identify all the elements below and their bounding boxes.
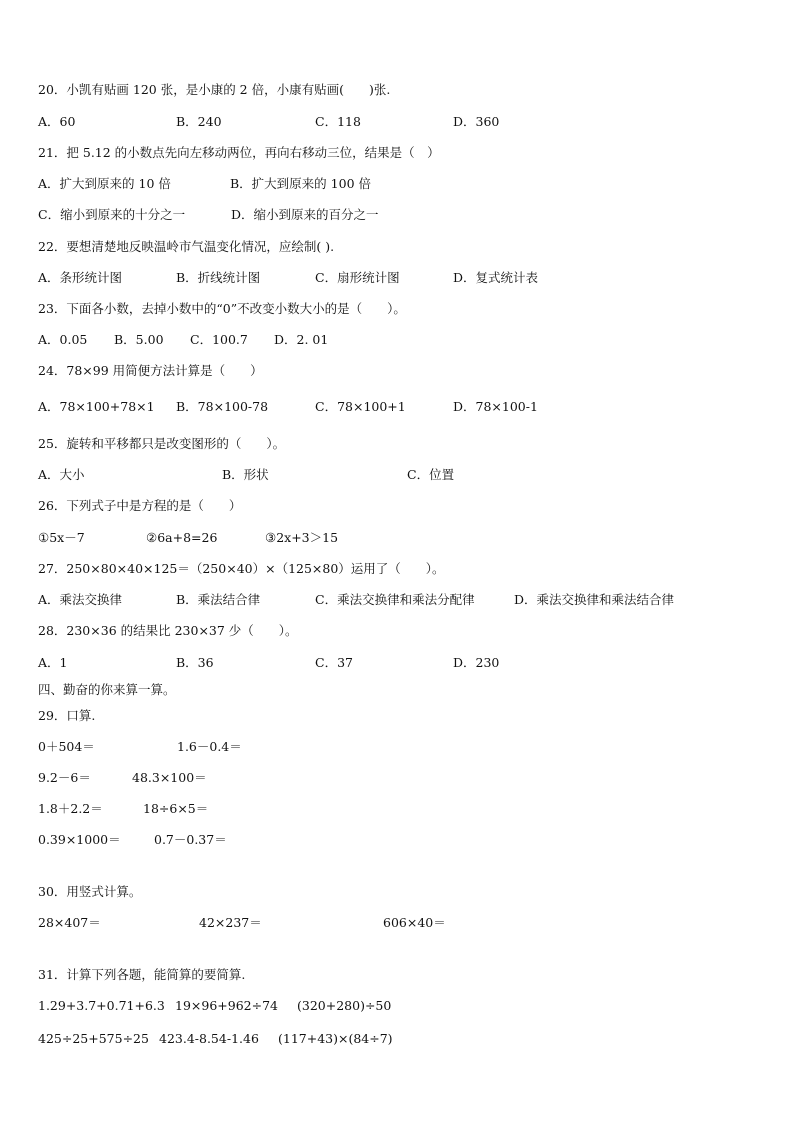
question-26-stem: 26．下列式子中是方程的是（ ） (38, 498, 242, 513)
q29-item-4: 48.3×100＝ (132, 770, 207, 785)
question-20-stem: 20．小凯有贴画 120 张，是小康的 2 倍，小康有贴画( )张. (38, 82, 391, 97)
q30-item-3: 606×40＝ (383, 915, 446, 930)
q27-option-a: A．乘法交换律 (38, 592, 123, 607)
q27-option-b: B．乘法结合律 (176, 592, 261, 607)
q26-option-1: ①5x－7 (38, 530, 85, 545)
q29-item-7: 0.39×1000＝ (38, 832, 121, 847)
q31-item-6: (117+43)×(84÷7) (278, 1031, 393, 1046)
q28-option-c: C．37 (315, 655, 353, 670)
q20-option-a: A．60 (38, 114, 76, 129)
q22-option-c: C．扇形统计图 (315, 270, 400, 285)
q23-option-c: C．100.7 (190, 332, 248, 347)
q27-option-d: D．乘法交换律和乘法结合律 (514, 592, 675, 607)
q29-item-1: 0＋504＝ (38, 739, 95, 754)
q31-item-2: 19×96+962÷74 (175, 998, 278, 1013)
q22-option-d: D．复式统计表 (453, 270, 539, 285)
q30-item-2: 42×237＝ (199, 915, 262, 930)
question-27-stem: 27．250×80×40×125＝（250×40）×（125×80）运用了（ ）。 (38, 561, 445, 576)
q31-item-4: 425÷25+575÷25 (38, 1031, 149, 1046)
q25-option-a: A．大小 (38, 467, 85, 482)
section-4-heading: 四、勤奋的你来算一算。 (38, 682, 176, 697)
q26-option-3: ③2x+3＞15 (265, 530, 339, 545)
q21-option-a: A．扩大到原来的 10 倍 (38, 176, 171, 191)
question-22-stem: 22．要想清楚地反映温岭市气温变化情况，应绘制( ). (38, 239, 335, 254)
q31-item-5: 423.4-8.54-1.46 (159, 1031, 259, 1046)
q23-option-d: D．2. 01 (274, 332, 329, 347)
question-31-stem: 31．计算下列各题，能简算的要简算. (38, 967, 246, 982)
q24-option-a: A．78×100+78×1 (38, 399, 155, 414)
q31-item-1: 1.29+3.7+0.71+6.3 (38, 998, 165, 1013)
q24-option-d: D．78×100-1 (453, 399, 538, 414)
q23-option-a: A．0.05 (38, 332, 88, 347)
q31-item-3: (320+280)÷50 (297, 998, 392, 1013)
q20-option-b: B．240 (176, 114, 222, 129)
q24-option-b: B．78×100-78 (176, 399, 269, 414)
q23-option-b: B．5.00 (114, 332, 164, 347)
q20-option-d: D．360 (453, 114, 500, 129)
q28-option-b: B．36 (176, 655, 214, 670)
q27-option-c: C．乘法交换律和乘法分配律 (315, 592, 475, 607)
q29-item-6: 18÷6×5＝ (143, 801, 209, 816)
q26-option-2: ②6a+8=26 (146, 530, 218, 545)
q29-item-8: 0.7－0.37＝ (154, 832, 227, 847)
q24-option-c: C．78×100+1 (315, 399, 406, 414)
question-30-stem: 30．用竖式计算。 (38, 884, 142, 899)
question-24-stem: 24．78×99 用简便方法计算是（ ） (38, 363, 263, 378)
q22-option-b: B．折线统计图 (176, 270, 261, 285)
question-21-stem: 21．把 5.12 的小数点先向左移动两位，再向右移动三位，结果是（ ） (38, 145, 440, 160)
q29-item-2: 1.6－0.4＝ (177, 739, 242, 754)
q28-option-d: D．230 (453, 655, 500, 670)
q21-option-b: B．扩大到原来的 100 倍 (230, 176, 371, 191)
question-29-stem: 29．口算. (38, 708, 96, 723)
q25-option-b: B．形状 (222, 467, 269, 482)
q28-option-a: A．1 (38, 655, 68, 670)
q22-option-a: A．条形统计图 (38, 270, 123, 285)
q29-item-3: 9.2－6＝ (38, 770, 91, 785)
q21-option-c: C．缩小到原来的十分之一 (38, 207, 186, 222)
q30-item-1: 28×407＝ (38, 915, 101, 930)
q21-option-d: D．缩小到原来的百分之一 (231, 207, 379, 222)
q25-option-c: C．位置 (407, 467, 455, 482)
question-28-stem: 28．230×36 的结果比 230×37 少（ ）。 (38, 623, 298, 638)
q20-option-c: C．118 (315, 114, 361, 129)
question-25-stem: 25．旋转和平移都只是改变图形的（ ）。 (38, 436, 286, 451)
q29-item-5: 1.8＋2.2＝ (38, 801, 103, 816)
question-23-stem: 23．下面各小数，去掉小数中的“0”不改变小数大小的是（ ）。 (38, 301, 406, 316)
